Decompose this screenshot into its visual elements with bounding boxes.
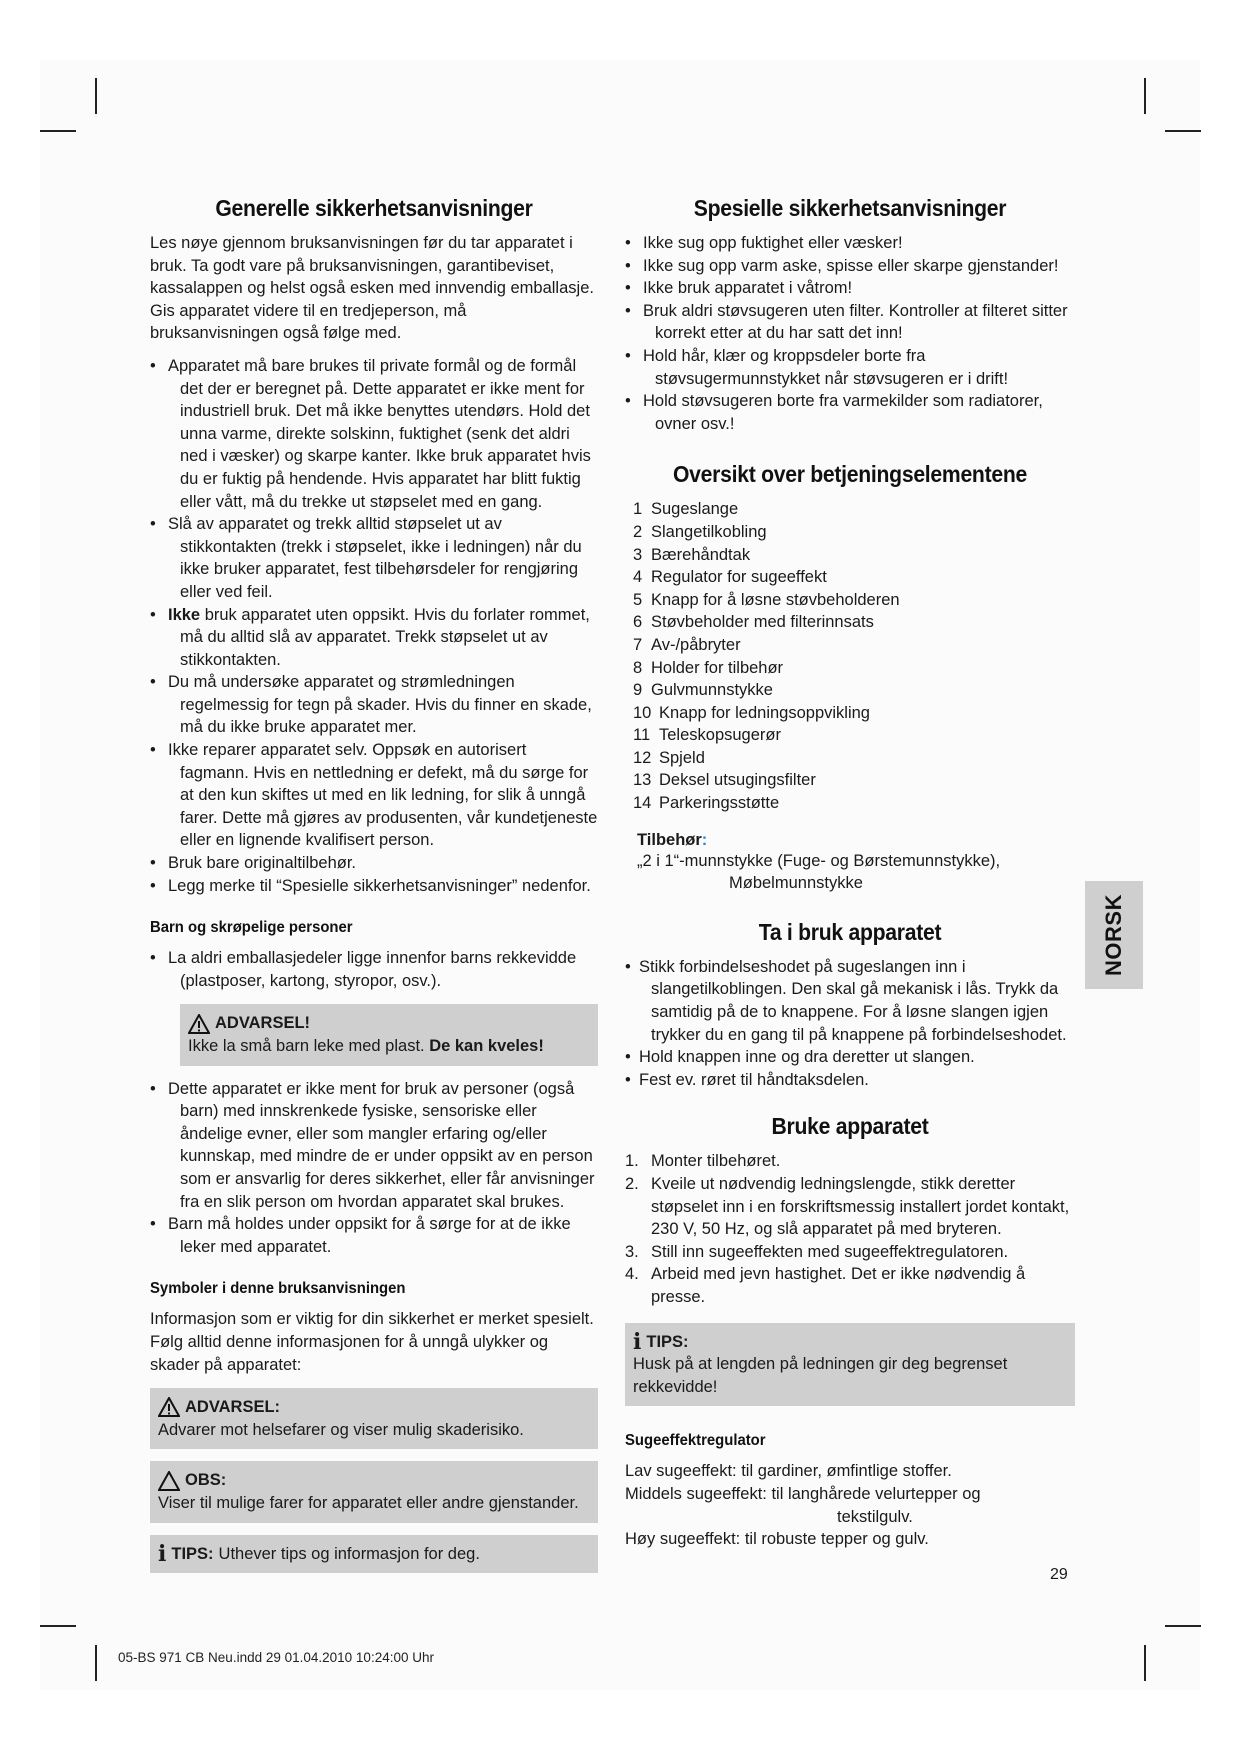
list-item: 12 Spjeld	[633, 748, 705, 767]
list-item: 3 Bærehåndtak	[633, 545, 751, 564]
left-column	[150, 195, 598, 1585]
special-safety-heading: Spesielle sikkerhetsanvisninger	[693, 195, 1007, 221]
accessories-heading: Tilbehør:	[637, 830, 708, 849]
list-item: 1. Monter tilbehøret.	[625, 1152, 781, 1171]
obs-box: OBS: Viser til mulige farer for apparatet eller andre gjenstander.	[150, 1461, 598, 1522]
warning-triangle-icon	[158, 1397, 180, 1417]
use-heading: Bruke apparatet	[771, 1113, 929, 1140]
info-icon: i	[633, 1328, 642, 1355]
list-item: • Ikke sug opp fuktighet eller væsker!	[625, 232, 1075, 255]
list-item: • Dette apparatet er ikke ment for bruk av personer (også barn) med innskrenkede fysiske, sensoriske eller åndelige evner, eller som mangler erfaring og/eller kunnskap, med mindre de er under oppsikt av en person som er ansvarlig for deres sikkerhet, eller får anvisninger fra en slik person om hvordan apparatet skal brukes.	[150, 1078, 598, 1214]
list-item: 2. Kveile ut nødvendig ledningslengde, stikk deretter støpselet inn i en forskriftsmessig installert jordet kontakt, 230 V, 50 Hz, og slå apparatet på med bryteren.	[625, 1175, 1070, 1239]
overview-list	[633, 498, 1075, 814]
list-item: • Ikke bruk apparatet uten oppsikt. Hvis du forlater rommet, må du alltid slå av apparatet. Trekk støpselet ut av stikkontakten.	[150, 604, 598, 672]
list-item: 3. Still inn sugeeffekten med sugeeffektregulatoren.	[625, 1242, 1009, 1261]
overview-heading: Oversikt over betjeningselementene	[672, 461, 1027, 488]
start-bullets	[625, 956, 1075, 1092]
symbols-heading: Symboler i denne bruksanvisningen	[150, 1280, 406, 1298]
list-item: • Ikke reparer apparatet selv. Oppsøk en autorisert fagmann. Hvis en nettledning er defekt, må du sørge for at den kun skiftes ut med en lik ledning, for slik å unngå farer. Dette må gjøres av produsenten, vår kundetjeneste eller en lignende kvalifisert person.	[150, 739, 598, 852]
list-item: 7 Av-/påbryter	[633, 635, 741, 654]
list-item: • Hold hår, klær og kroppsdeler borte fra støvsugermunnstykket når støvsugeren er i drift!	[625, 345, 1075, 390]
caution-triangle-icon	[158, 1471, 180, 1491]
tips-box: i TIPS: Uthever tips og informasjon for deg.	[150, 1535, 598, 1574]
children-bullets-more	[150, 1078, 598, 1259]
special-bullets	[625, 232, 1075, 435]
list-item: • Du må undersøke apparatet og strømledningen regelmessig for tegn på skader. Hvis du finner en skade, må du ikke bruke apparatet mer.	[150, 671, 598, 739]
accessories-text: „2 i 1“-munnstykke (Fuge- og Børstemunnstykke), Møbelmunnstykke	[637, 851, 1001, 893]
children-warning-box: ADVARSEL! Ikke la små barn leke med plast. De kan kveles!	[180, 1004, 598, 1065]
advarsel-box: ADVARSEL: Advarer mot helsefarer og viser mulig skaderisiko.	[150, 1388, 598, 1449]
warning-title: ADVARSEL!	[215, 1014, 311, 1033]
crop-mark-tr-h	[1165, 130, 1201, 132]
list-item: • Ikke bruk apparatet i våtrom!	[625, 277, 1075, 300]
list-item: • Barn må holdes under oppsikt for å sørge for at de ikke leker med apparatet.	[150, 1213, 598, 1258]
crop-mark-br-v	[1144, 1645, 1146, 1681]
symbols-intro: Informasjon som er viktig for din sikkerhet er merket spesielt. Følg alltid denne informasjonen for å unngå ulykker og skader på apparatet:	[150, 1310, 594, 1374]
list-item: • Legg merke til “Spesielle sikkerhetsanvisninger” nedenfor.	[150, 875, 598, 898]
language-tab: NORSK	[1085, 881, 1143, 989]
list-item: 10 Knapp for ledningsoppvikling	[633, 703, 870, 722]
crop-mark-tr-v	[1144, 78, 1146, 114]
list-item: • Hold knappen inne og dra deretter ut slangen.	[625, 1046, 1075, 1069]
list-item: 2 Slangetilkobling	[633, 522, 767, 541]
children-bullets	[150, 947, 598, 992]
general-bullets	[150, 355, 598, 897]
list-item: • Stikk forbindelseshodet på sugeslangen inn i slangetilkoblingen. Den skal gå mekanisk i lås. Trykk da samtidig på de to knappene. For å løsne slangen igjen trykker du en gang til på knappene på forbindelseshodet.	[625, 956, 1075, 1046]
regulator-mid: Middels sugeeffekt: til langhårede velurtepper og tekstilgulv.	[625, 1484, 981, 1526]
list-item: • La aldri emballasjedeler ligge innenfor barns rekkevidde (plastposer, kartong, styropor, osv.).	[150, 947, 598, 992]
start-heading: Ta i bruk apparatet	[758, 918, 942, 945]
general-safety-heading: Generelle sikkerhetsanvisninger	[215, 195, 533, 221]
regulator-high: Høy sugeeffekt: til robuste tepper og gulv.	[625, 1530, 929, 1549]
list-item: 4. Arbeid med jevn hastighet. Det er ikke nødvendig å presse.	[625, 1265, 1026, 1306]
list-item: 1 Sugeslange	[633, 500, 739, 519]
print-footer: 05-BS 971 CB Neu.indd 29 01.04.2010 10:24:00 Uhr	[118, 1650, 434, 1665]
list-item: • Apparatet må bare brukes til private formål og de formål det der er beregnet på. Dette apparatet er ikke ment for industriell bruk. Det må ikke benyttes utendørs. Hold det unna varme, direkte solskinn, fuktighet (senk det aldri ned i væsker) og skarpe kanter. Ikke bruk apparatet hvis du er fuktig på hendende. Hvis apparatet har blitt fuktig eller vått, må du trekke ut støpselet med en gang.	[150, 355, 598, 513]
list-item: 4 Regulator for sugeeffekt	[633, 568, 827, 587]
list-item: 8 Holder for tilbehør	[633, 658, 784, 677]
general-intro: Les nøye gjennom bruksanvisningen før du tar apparatet i bruk. Ta godt vare på bruksanvisningen, garantibeviset, kassalappen og helst også esken med innvendig emballasje. Gis apparatet videre til en tredjeperson, må bruksanvisningen også følge med.	[150, 234, 594, 343]
list-item: 6 Støvbeholder med filterinnsats	[633, 613, 874, 632]
list-item: • Slå av apparatet og trekk alltid støpselet ut av stikkontakten (trekk i støpselet, ikke i ledningen) når du ikke bruker apparatet, fest tilbehørsdeler for rengjøring eller ved feil.	[150, 513, 598, 603]
list-item: 11 Teleskopsugerør	[633, 726, 781, 745]
warning-triangle-icon	[188, 1014, 210, 1034]
use-steps	[625, 1150, 1075, 1308]
list-item: 13 Deksel utsugingsfilter	[633, 771, 816, 790]
page-number: 29	[1050, 1566, 1068, 1583]
crop-mark-tl-h	[40, 130, 76, 132]
regulator-low: Lav sugeeffekt: til gardiner, ømfintlige stoffer.	[625, 1462, 952, 1481]
children-heading: Barn og skrøpelige personer	[150, 919, 353, 937]
info-icon: i	[158, 1540, 167, 1567]
crop-mark-bl-v	[95, 1645, 97, 1681]
list-item: 9 Gulvmunnstykke	[633, 681, 773, 700]
list-item: 5 Knapp for å løsne støvbeholderen	[633, 590, 900, 609]
list-item: • Ikke sug opp varm aske, spisse eller skarpe gjenstander!	[625, 255, 1075, 278]
crop-mark-tl-v	[95, 78, 97, 114]
list-item: • Bruk bare originaltilbehør.	[150, 852, 598, 875]
right-column	[625, 195, 1075, 1551]
crop-mark-br-h	[1165, 1625, 1201, 1627]
crop-mark-bl-h	[40, 1625, 76, 1627]
list-item: • Bruk aldri støvsugeren uten filter. Kontroller at filteret sitter korrekt etter at du har satt det inn!	[625, 300, 1075, 345]
list-item: • Hold støvsugeren borte fra varmekilder som radiatorer, ovner osv.!	[625, 390, 1075, 435]
use-tips-box: i TIPS: Husk på at lengden på ledningen gir deg begrenset rekkevidde!	[625, 1323, 1075, 1407]
regulator-heading: Sugeeffektregulator	[625, 1432, 766, 1450]
list-item: • Fest ev. røret til håndtaksdelen.	[625, 1069, 1075, 1092]
list-item: 14 Parkeringsstøtte	[633, 794, 780, 813]
